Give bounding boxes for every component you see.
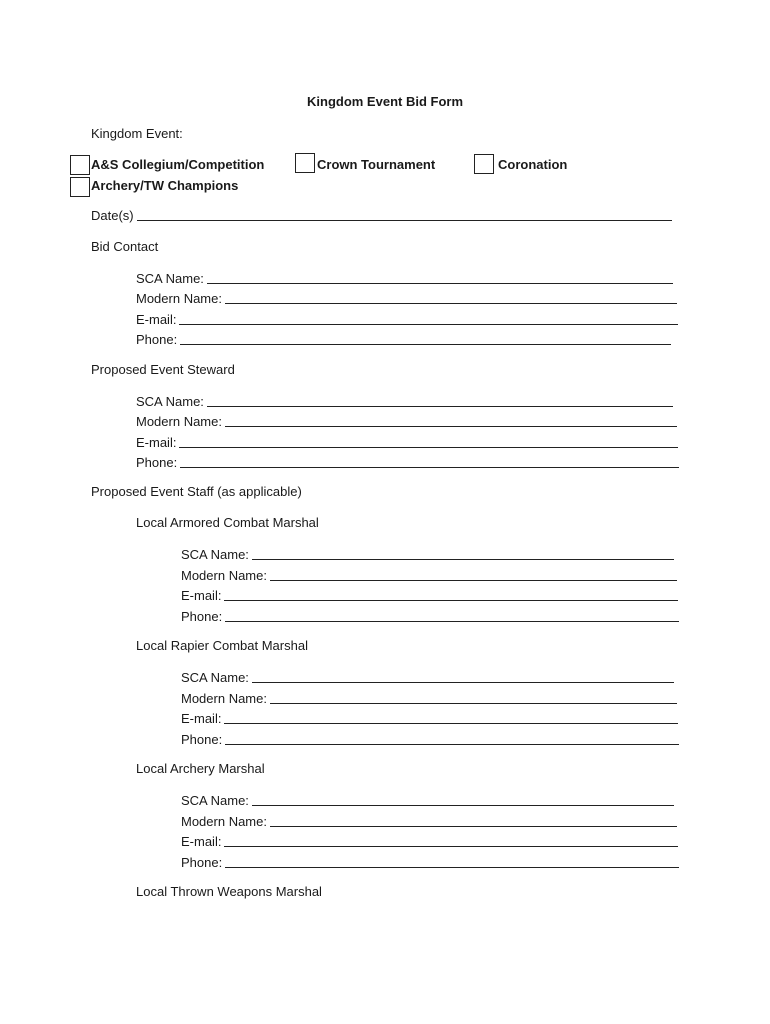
rapier-marshal-heading: Local Rapier Combat Marshal	[136, 638, 308, 653]
sca-name-label: SCA Name:	[181, 670, 249, 685]
input-line	[252, 559, 674, 560]
armored-phone-field[interactable]	[181, 607, 679, 625]
input-line	[252, 805, 674, 806]
bid-contact-email-field[interactable]	[136, 310, 678, 328]
steward-email-field[interactable]	[136, 433, 678, 451]
input-line	[224, 723, 678, 724]
steward-heading: Proposed Event Steward	[91, 362, 235, 377]
armored-email-field[interactable]	[181, 586, 678, 604]
archery-modern-field[interactable]	[181, 812, 677, 830]
email-label: E-mail:	[181, 711, 222, 726]
input-line	[225, 426, 677, 427]
bid-contact-phone-field[interactable]	[136, 330, 671, 348]
bid-contact-heading: Bid Contact	[91, 239, 159, 254]
archery-marshal-heading: Local Archery Marshal	[136, 761, 265, 776]
input-line	[180, 344, 671, 345]
email-label: E-mail:	[181, 588, 222, 603]
archery-tw-checkbox[interactable]	[70, 177, 90, 197]
sca-name-label: SCA Name:	[181, 793, 249, 808]
input-line	[270, 826, 677, 827]
input-line	[207, 406, 673, 407]
input-line	[179, 324, 678, 325]
input-line	[252, 682, 674, 683]
sca-name-label: SCA Name:	[181, 547, 249, 562]
input-line	[225, 303, 677, 304]
dates-label: Date(s)	[91, 208, 134, 223]
dates-line	[137, 220, 672, 221]
email-label: E-mail:	[181, 834, 222, 849]
rapier-email-field[interactable]	[181, 709, 678, 727]
archery-sca-field[interactable]	[181, 791, 674, 809]
phone-label: Phone:	[181, 609, 223, 624]
rapier-modern-field[interactable]	[181, 689, 677, 707]
steward-phone-field[interactable]	[136, 453, 679, 471]
email-label: E-mail:	[136, 312, 177, 327]
rapier-sca-field[interactable]	[181, 668, 674, 686]
input-line	[224, 846, 678, 847]
coronation-label: Coronation	[498, 157, 568, 172]
input-line	[225, 744, 679, 745]
thrown-marshal-heading: Local Thrown Weapons Marshal	[136, 884, 322, 899]
modern-name-label: Modern Name:	[181, 691, 267, 706]
modern-name-label: Modern Name:	[136, 414, 222, 429]
archery-email-field[interactable]	[181, 832, 678, 850]
armored-modern-field[interactable]	[181, 566, 677, 584]
crown-tournament-label: Crown Tournament	[317, 157, 436, 172]
modern-name-label: Modern Name:	[136, 291, 222, 306]
phone-label: Phone:	[181, 732, 223, 747]
email-label: E-mail:	[136, 435, 177, 450]
phone-label: Phone:	[136, 332, 178, 347]
staff-heading: Proposed Event Staff (as applicable)	[91, 484, 302, 499]
bid-contact-modern-field[interactable]	[136, 289, 677, 307]
sca-name-label: SCA Name:	[136, 271, 204, 286]
as-collegium-checkbox[interactable]	[70, 155, 90, 175]
form-title: Kingdom Event Bid Form	[307, 94, 463, 109]
as-collegium-label: A&S Collegium/Competition	[91, 157, 265, 172]
input-line	[224, 600, 678, 601]
input-line	[225, 621, 679, 622]
sca-name-label: SCA Name:	[136, 394, 204, 409]
input-line	[179, 447, 678, 448]
kingdom-event-label: Kingdom Event:	[91, 126, 183, 141]
crown-tournament-checkbox[interactable]	[295, 153, 315, 173]
input-line	[207, 283, 673, 284]
phone-label: Phone:	[181, 855, 223, 870]
rapier-phone-field[interactable]	[181, 730, 679, 748]
input-line	[270, 580, 677, 581]
input-line	[180, 467, 679, 468]
coronation-checkbox[interactable]	[474, 154, 494, 174]
modern-name-label: Modern Name:	[181, 814, 267, 829]
input-line	[270, 703, 677, 704]
input-line	[225, 867, 679, 868]
armored-marshal-heading: Local Armored Combat Marshal	[136, 515, 319, 530]
dates-field[interactable]	[91, 206, 672, 224]
archery-tw-label: Archery/TW Champions	[91, 178, 239, 193]
steward-sca-field[interactable]	[136, 392, 673, 410]
archery-phone-field[interactable]	[181, 853, 679, 871]
modern-name-label: Modern Name:	[181, 568, 267, 583]
armored-sca-field[interactable]	[181, 545, 674, 563]
steward-modern-field[interactable]	[136, 412, 677, 430]
phone-label: Phone:	[136, 455, 178, 470]
bid-contact-sca-field[interactable]	[136, 269, 673, 287]
